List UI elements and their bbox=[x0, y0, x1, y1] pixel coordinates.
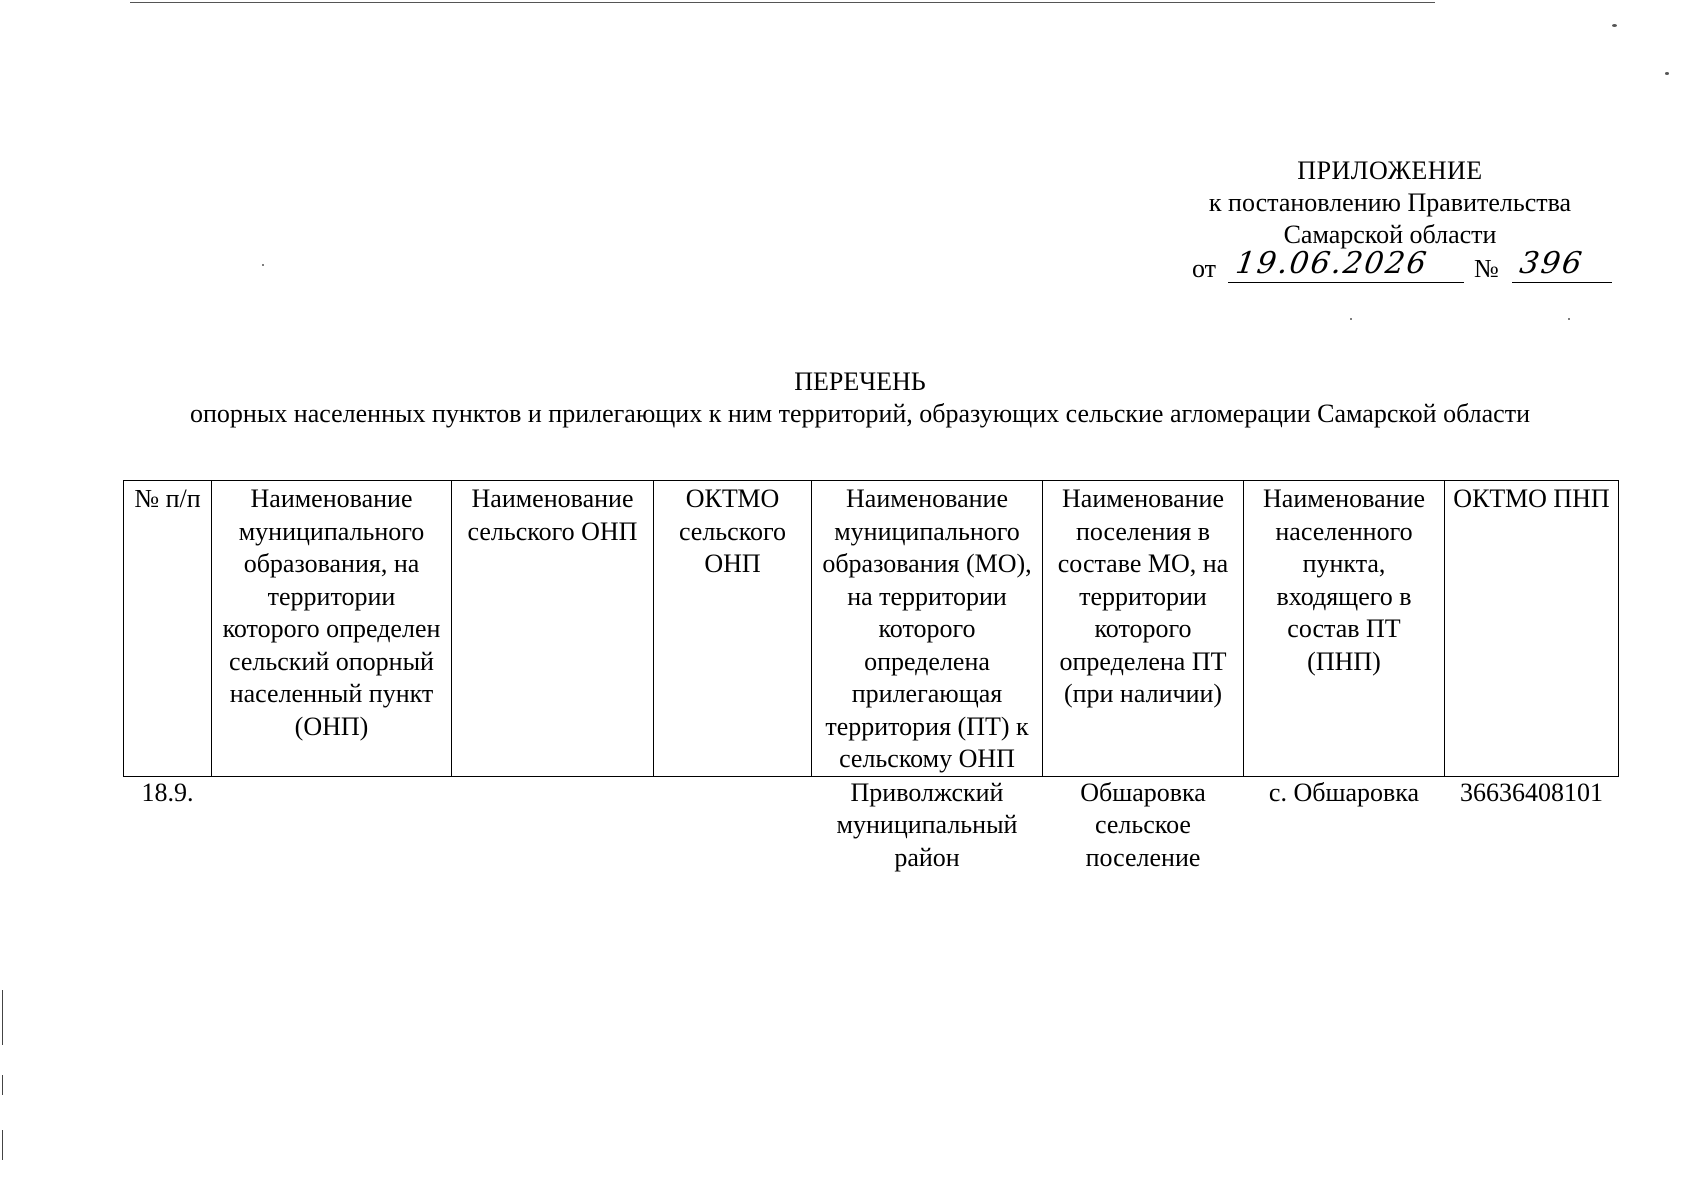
cell-pnp-oktmo: 36636408101 bbox=[1460, 777, 1603, 807]
scan-margin-mark bbox=[2, 1075, 3, 1095]
cell-onp-municipality bbox=[212, 776, 452, 874]
column-header-pnp-oktmo: ОКТМО ПНП bbox=[1445, 481, 1619, 777]
column-header-onp-name: Наименование сельского ОНП bbox=[452, 481, 654, 777]
cell-number: 18.9. bbox=[141, 777, 194, 807]
number-underline bbox=[1512, 282, 1612, 283]
resolution-number: 396 bbox=[1517, 246, 1586, 281]
number-prefix: № bbox=[1474, 254, 1499, 283]
scan-margin-mark bbox=[2, 990, 3, 1045]
cell-pnp-name: с. Обшаровка bbox=[1268, 777, 1420, 807]
scan-speck bbox=[262, 264, 264, 266]
document-heading bbox=[110, 366, 1610, 430]
column-header-number: № п/п bbox=[124, 481, 212, 777]
resolution-date: 19.06.2026 bbox=[1233, 246, 1431, 281]
cell-onp-oktmo bbox=[654, 776, 812, 874]
scan-top-border bbox=[130, 2, 1435, 3]
scan-speck bbox=[1612, 24, 1617, 27]
column-header-pt-municipality: Наименование муниципального образования (МО), на территории которого определена прилегающая территория (ПТ) к сельскому ОНП bbox=[812, 481, 1043, 777]
scan-speck bbox=[1350, 318, 1352, 320]
cell-pt-municipality: Приволжский муниципальный район bbox=[836, 777, 1018, 872]
table-row bbox=[124, 776, 1619, 874]
date-underline bbox=[1228, 282, 1464, 283]
cell-onp-name bbox=[452, 776, 654, 874]
scan-speck bbox=[1568, 318, 1570, 320]
appendix-block bbox=[1180, 155, 1600, 251]
column-header-onp-municipality: Наименование муниципального образования, на территории которого определен сельский опорный населенный пункт (ОНП) bbox=[212, 481, 452, 777]
heading-subtitle: опорных населенных пунктов и прилегающих к ним территорий, образующих сельские агломерации Самарской области bbox=[190, 399, 1530, 428]
column-header-settlement: Наименование поселения в составе МО, на территории которого определена ПТ (при наличии) bbox=[1043, 481, 1244, 777]
scan-speck bbox=[1665, 72, 1669, 75]
heading-title: ПЕРЕЧЕНЬ bbox=[794, 367, 926, 396]
column-header-onp-oktmo: ОКТМО сельского ОНП bbox=[654, 481, 812, 777]
appendix-line-2: Самарской области bbox=[1283, 220, 1497, 249]
appendix-title: ПРИЛОЖЕНИЕ bbox=[1297, 156, 1483, 185]
column-header-pnp-name: Наименование населенного пункта, входящего в состав ПТ (ПНП) bbox=[1244, 481, 1445, 777]
cell-settlement: Обшаровка сельское поселение bbox=[1080, 777, 1206, 872]
settlements-table bbox=[123, 480, 1619, 874]
table-header-row bbox=[124, 481, 1619, 777]
date-prefix: от bbox=[1192, 254, 1217, 283]
appendix-line-1: к постановлению Правительства bbox=[1208, 188, 1572, 217]
resolution-signature-line bbox=[1192, 248, 1612, 288]
scan-margin-mark bbox=[2, 1130, 3, 1160]
